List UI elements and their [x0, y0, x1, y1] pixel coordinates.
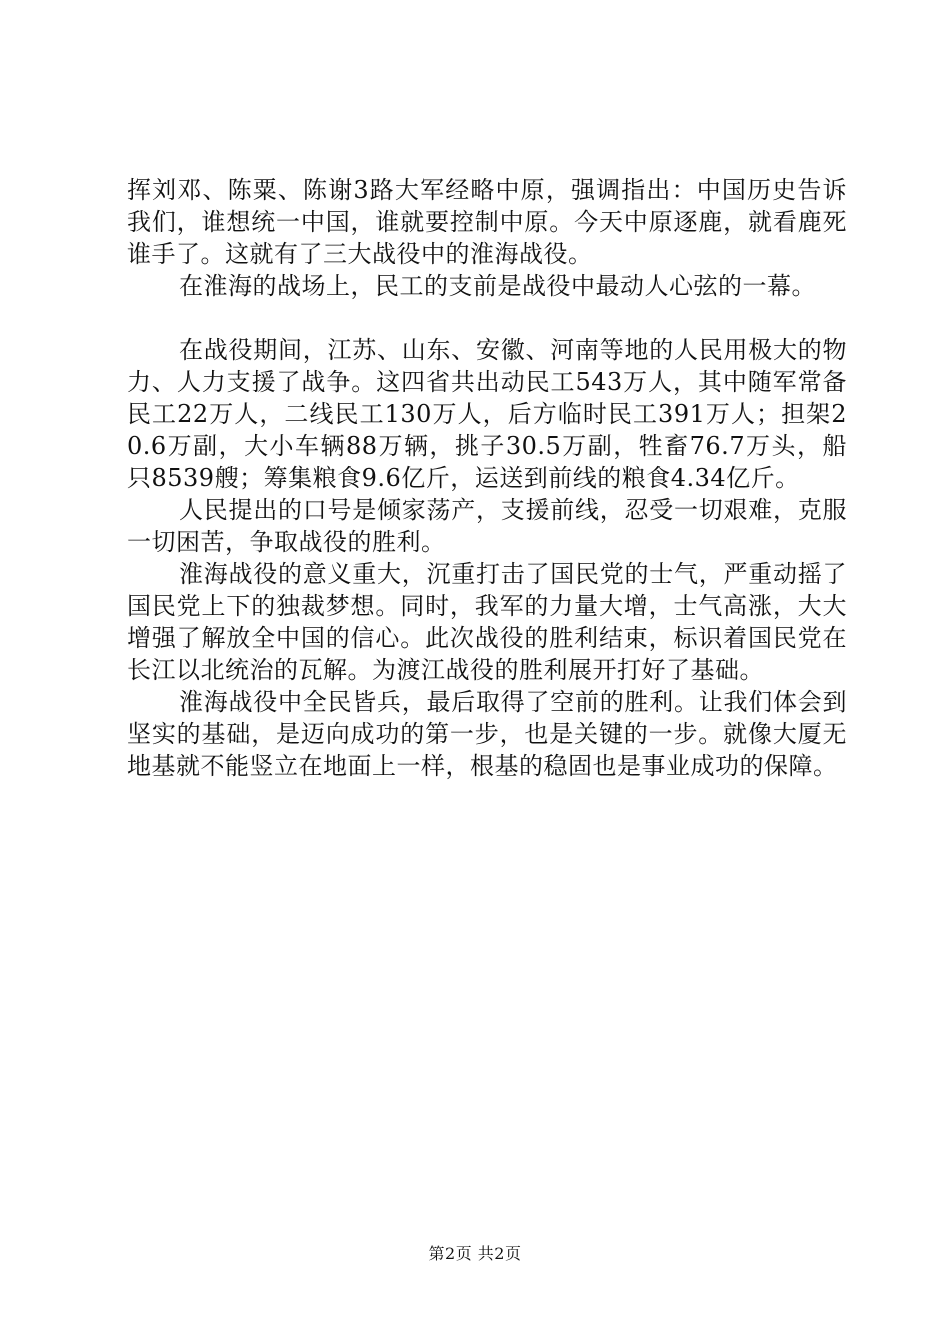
paragraph-conclusion: 淮海战役中全民皆兵，最后取得了空前的胜利。让我们体会到坚实的基础，是迈向成功的第一步，也是关键的一步。就像大厦无地基就不能竖立在地面上一样，根基的稳固也是事业成功的保障。 [127, 688, 847, 780]
page-footer [0, 1243, 950, 1265]
paragraph-significance: 淮海战役的意义重大，沉重打击了国民党的士气，严重动摇了国民党上下的独裁梦想。同时，我军的力量大增，士气高涨，大大增强了解放全中国的信心。此次战役的胜利结束，标识着国民党在长江以北统治的瓦解。为渡江战役的胜利展开打好了基础。 [127, 560, 847, 684]
paragraph-spacer [127, 302, 847, 334]
document-body [127, 174, 847, 782]
paragraph-slogan: 人民提出的口号是倾家荡产，支援前线，忍受一切艰难，克服一切困苦，争取战役的胜利。 [127, 496, 847, 556]
page-number-label: 第2页 共2页 [428, 1244, 522, 1263]
paragraph-continuation: 挥刘邓、陈粟、陈谢3路大军经略中原，强调指出：中国历史告诉我们，谁想统一中国，谁就要控制中原。今天中原逐鹿，就看鹿死谁手了。这就有了三大战役中的淮海战役。 [127, 176, 847, 268]
paragraph-civilian-support-intro: 在淮海的战场上，民工的支前是战役中最动人心弦的一幕。 [179, 272, 816, 300]
paragraph-statistics: 在战役期间，江苏、山东、安徽、河南等地的人民用极大的物力、人力支援了战争。这四省共出动民工543万人，其中随军常备民工22万人，二线民工130万人，后方临时民工391万人；担架20.6万副，大小车辆88万辆，挑子30.5万副，牲畜76.7万头，船只8539艘；筹集粮食9.6亿斤，运送到前线的粮食4.34亿斤。 [127, 336, 847, 492]
